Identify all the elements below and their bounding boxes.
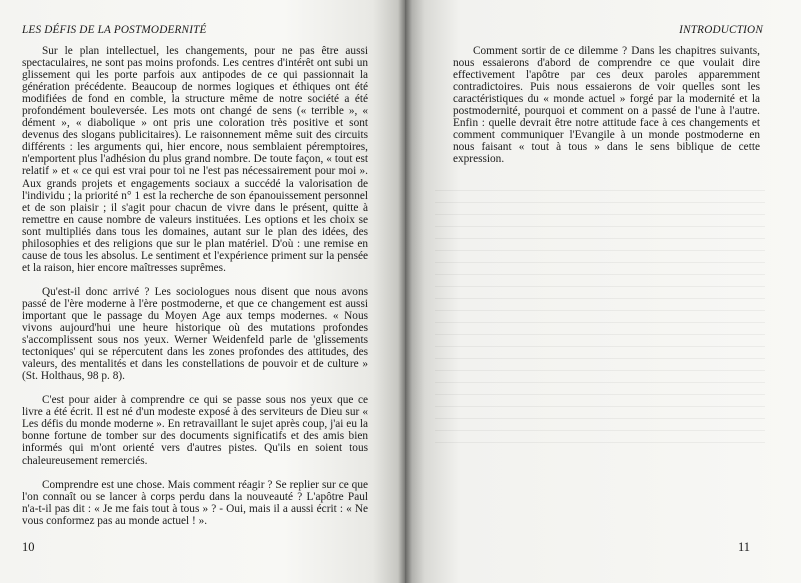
- page-number: 11: [738, 540, 751, 554]
- running-head: INTRODUCTION: [679, 24, 763, 36]
- page-number: 10: [22, 540, 35, 554]
- show-through-texture: [435, 190, 765, 450]
- paragraph: Comment sortir de ce dilemme ? Dans les chapitres suivants, nous essaierons d'abord de comprendre ce que voulait dire effectivement l'apôtre par ces deux paroles apparemment contradictoires. Puis nous essaierons de voir quelles sont les caractéristiques du « monde actuel » forgé par la modernité et la postmodernité, pourquoi et comment on a passé de l'une à l'autre. Enfin : quelle devrait être notre attitude face à ces changements et comment communiquer l'Evangile à un monde postmoderne en nous faisant « tout à tous » dans le sens biblique de cette expression.: [453, 45, 760, 166]
- body-text: [22, 45, 368, 527]
- running-head: LES DÉFIS DE LA POSTMODERNITÉ: [22, 24, 207, 36]
- book-gutter: [398, 0, 412, 583]
- paragraph: Qu'est-il donc arrivé ? Les sociologues nous disent que nous avons passé de l'ère moderne à l'ère postmoderne, et que ce changement est aussi important que le passage du Moyen Age aux temps modernes. « Nous vivons aujourd'hui une heure historique où des mutations profondes s'accomplissent sous nos yeux. Werner Weidenfeld parle de 'glissements tectoniques' qui se répercutent dans les zones profondes des attitudes, des valeurs, des mentalités et dans les constellations de pouvoir et de culture » (St. Holthaus, 98 p. 8).: [22, 285, 368, 383]
- body-text: [453, 45, 760, 165]
- paragraph: C'est pour aider à comprendre ce qui se passe sous nos yeux que ce livre a été écrit. Il est né d'un modeste exposé à des serviteurs de Dieu sur « Les défis du monde moderne ». En retravaillant le sujet après coup, j'ai eu la bonne fortune de tomber sur des documents significatifs et des amis bien informés qui m'ont orienté vers d'autres pistes. Qu'ils en soient tous chaleureusement remerciés.: [22, 394, 368, 467]
- paragraph: Sur le plan intellectuel, les changements, pour ne pas être aussi spectaculaires, ne sont pas moins profonds. Les centres d'intérêt ont subi un glissement qui les porte parfois aux antipodes de ce qui passionnait la génération précédente. Beaucoup de normes logiques et éthiques ont été modifiées de fond en comble, la structure même de notre société a été profondément bouleversée. Les mots ont changé de sens (« terrible », « dément », « diabolique » ont pris une coloration très positive et sont devenus des slogans publicitaires). Le raisonnement même suit des circuits différents : les arguments qui, hier encore, nous semblaient péremptoires, n'emportent plus l'adhésion du plus grand nombre. De toute façon, « tout est relatif » et « ce qui est vrai pour toi ne l'est pas nécessairement pour moi ». Aux grands projets et engagements sociaux a succédé la valorisation de l'individu ; la priorité n° 1 est la recherche de son épanouissement personnel et de son plaisir ; il s'agit pour chacun de vivre dans le présent, quitte à remettre en cause nombre de valeurs instituées. Les options et les choix se sont multipliés dans tous les domaines, autant sur le plan des idées, des philosophies et des religions que sur le plan matériel. D'où : une remise en cause de tous les absolus. Le sentiment et l'expérience priment sur la pensée et la raison, hier encore maîtresses suprêmes.: [22, 45, 368, 274]
- paragraph: Comprendre est une chose. Mais comment réagir ? Se replier sur ce que l'on connaît ou se lancer à corps perdu dans la nouveauté ? L'apôtre Paul n'a-t-il pas dit : « Je me fais tout à tous » ? - Oui, mais il a aussi écrit : « Ne vous conformez pas au monde actuel ! ».: [22, 478, 368, 527]
- right-page: [405, 0, 801, 583]
